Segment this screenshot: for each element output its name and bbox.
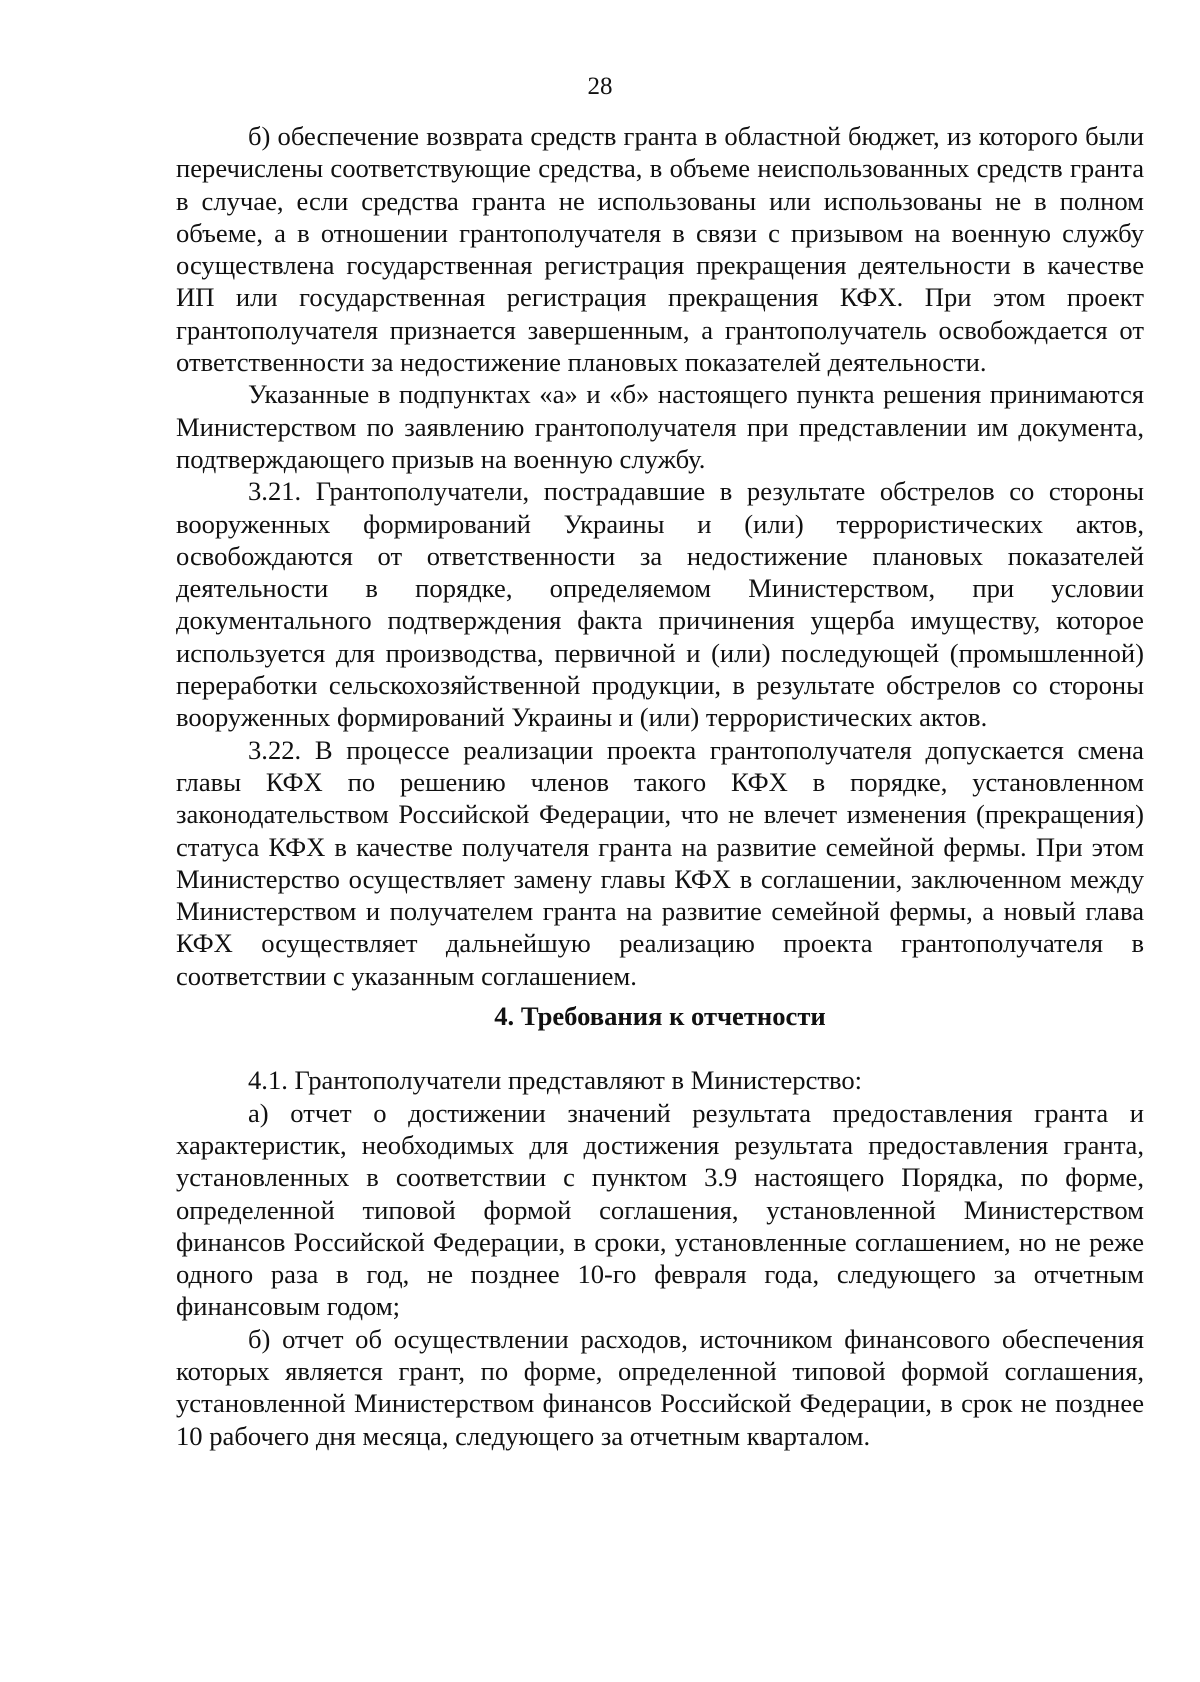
paragraph-4-1-b: б) отчет об осуществлении расходов, источником финансового обеспечения которых является грант, по форме, определенной типовой формой соглашения, установленной Министерством финансов Российской Федерации, в срок не позднее 10 рабочего дня месяца, следующего за отчетным кварталом. — [176, 1323, 1144, 1451]
paragraph-4-1-a: а) отчет о достижении значений результата предоставления гранта и характеристик, необходимых для достижения результата предоставления гранта, установленных в соответствии с пунктом 3.9 настоящего Порядка, по форме, определенной типовой формой соглашения, установленной Министерством финансов Российской Федерации, в сроки, установленные соглашением, но не реже одного раза в год, не позднее 10-го февраля года, следующего за отчетным финансовым годом; — [176, 1097, 1144, 1322]
paragraph-3-22: 3.22. В процессе реализации проекта грантополучателя допускается смена главы КФХ по решению членов такого КФХ в порядке, установленном законодательством Российской Федерации, что не влечет изменения (прекращения) статуса КФХ в качестве получателя гранта на развитие семейной фермы. При этом Министерство осуществляет замену главы КФХ в соглашении, заключенном между Министерством и получателем гранта на развитие семейной фермы, а новый глава КФХ осуществляет дальнейшую реализацию проекта грантополучателя в соответствии с указанным соглашением. — [176, 734, 1144, 991]
paragraph-4-1: 4.1. Грантополучатели представляют в Министерство: — [248, 1065, 863, 1096]
paragraph-return-of-funds: б) обеспечение возврата средств гранта в областной бюджет, из которого были перечислены соответствующие средства, в объеме неиспользованных средств гранта в случае, если средства гранта не использованы или использованы не в полном объеме, а в отношении грантополучателя в связи с призывом на военную службу осуществлена государственная регистрация прекращения деятельности в качестве ИП или государственная регистрация прекращения КФХ. При этом проект грантополучателя признается завершенным, а грантополучатель освобождается от ответственности за недостижение плановых показателей деятельности. — [176, 121, 1144, 378]
section-heading: 4. Требования к отчетности — [494, 1001, 826, 1032]
paragraph-3-21: 3.21. Грантополучатели, пострадавшие в результате обстрелов со стороны вооруженных формирований Украины и (или) террористических актов, освобождаются от ответственности за недостижение плановых показателей деятельности в порядке, определяемом Министерством, при условии документального подтверждения факта причинения ущерба имуществу, которое используется для производства, первичной и (или) последующей (промышленной) переработки сельскохозяйственной продукции, в результате обстрелов со стороны вооруженных формирований Украины и (или) террористических актов. — [176, 476, 1144, 733]
paragraph-decisions-by-ministry: Указанные в подпунктах «а» и «б» настоящего пункта решения принимаются Министерством по заявлению грантополучателя при представлении им документа, подтверждающего призыв на военную службу. — [176, 379, 1144, 474]
document-body — [176, 120, 1144, 1452]
page-number: 28 — [587, 73, 613, 100]
